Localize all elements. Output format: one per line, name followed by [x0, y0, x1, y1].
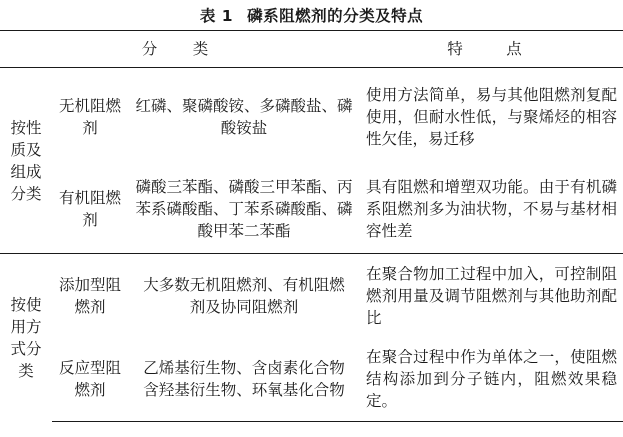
- examples-cell: 大多数无机阻燃剂、有机阻燃剂及协同阻燃剂: [128, 254, 360, 338]
- category-cell: 按使用方式分类: [0, 254, 52, 422]
- examples-cell: 红磷、聚磷酸铵、多磷酸盐、磷酸铵盐: [128, 68, 360, 166]
- type-cell: 反应型阻燃剂: [52, 338, 128, 422]
- examples-cell: 乙烯基衍生物、含卤素化合物含羟基衍生物、环氧基化合物: [128, 338, 360, 422]
- table-header-row: [0, 31, 623, 68]
- table-row: [0, 254, 623, 338]
- header-classification: 分 类: [0, 31, 360, 68]
- type-cell: 添加型阻燃剂: [52, 254, 128, 338]
- table-row: [0, 166, 623, 254]
- features-cell: 在聚合过程中作为单体之一，使阻燃结构添加到分子链内，阻燃效果稳定。: [360, 338, 623, 422]
- table-title: 磷系阻燃剂的分类及特点: [247, 7, 424, 25]
- type-cell: 无机阻燃剂: [52, 68, 128, 166]
- phosphorus-flame-retardant-table: [0, 30, 623, 422]
- examples-cell: 磷酸三苯酯、磷酸三甲苯酯、丙苯系磷酸酯、丁苯系磷酸酯、磷酸甲苯二苯酯: [135, 178, 353, 241]
- features-cell: 使用方法简单，易与其他阻燃剂复配使用，但耐水性低，与聚烯烃的相容性欠佳，易迁移: [360, 68, 623, 166]
- table-number: 表 1: [199, 7, 234, 25]
- category-cell: 按性质及组成分类: [0, 68, 52, 254]
- table-row: [0, 338, 623, 422]
- table-row: [0, 68, 623, 166]
- type-cell: 有机阻燃剂: [58, 189, 121, 230]
- features-cell: 具有阻燃和增塑双功能。由于有机磷系阻燃剂多为油状物，不易与基材相容性差: [366, 178, 618, 241]
- header-features: 特 点: [360, 31, 623, 68]
- table-caption: [0, 0, 623, 30]
- features-cell: 在聚合物加工过程中加入，可控制阻燃剂用量及调节阻燃剂与其他助剂配比: [360, 254, 623, 338]
